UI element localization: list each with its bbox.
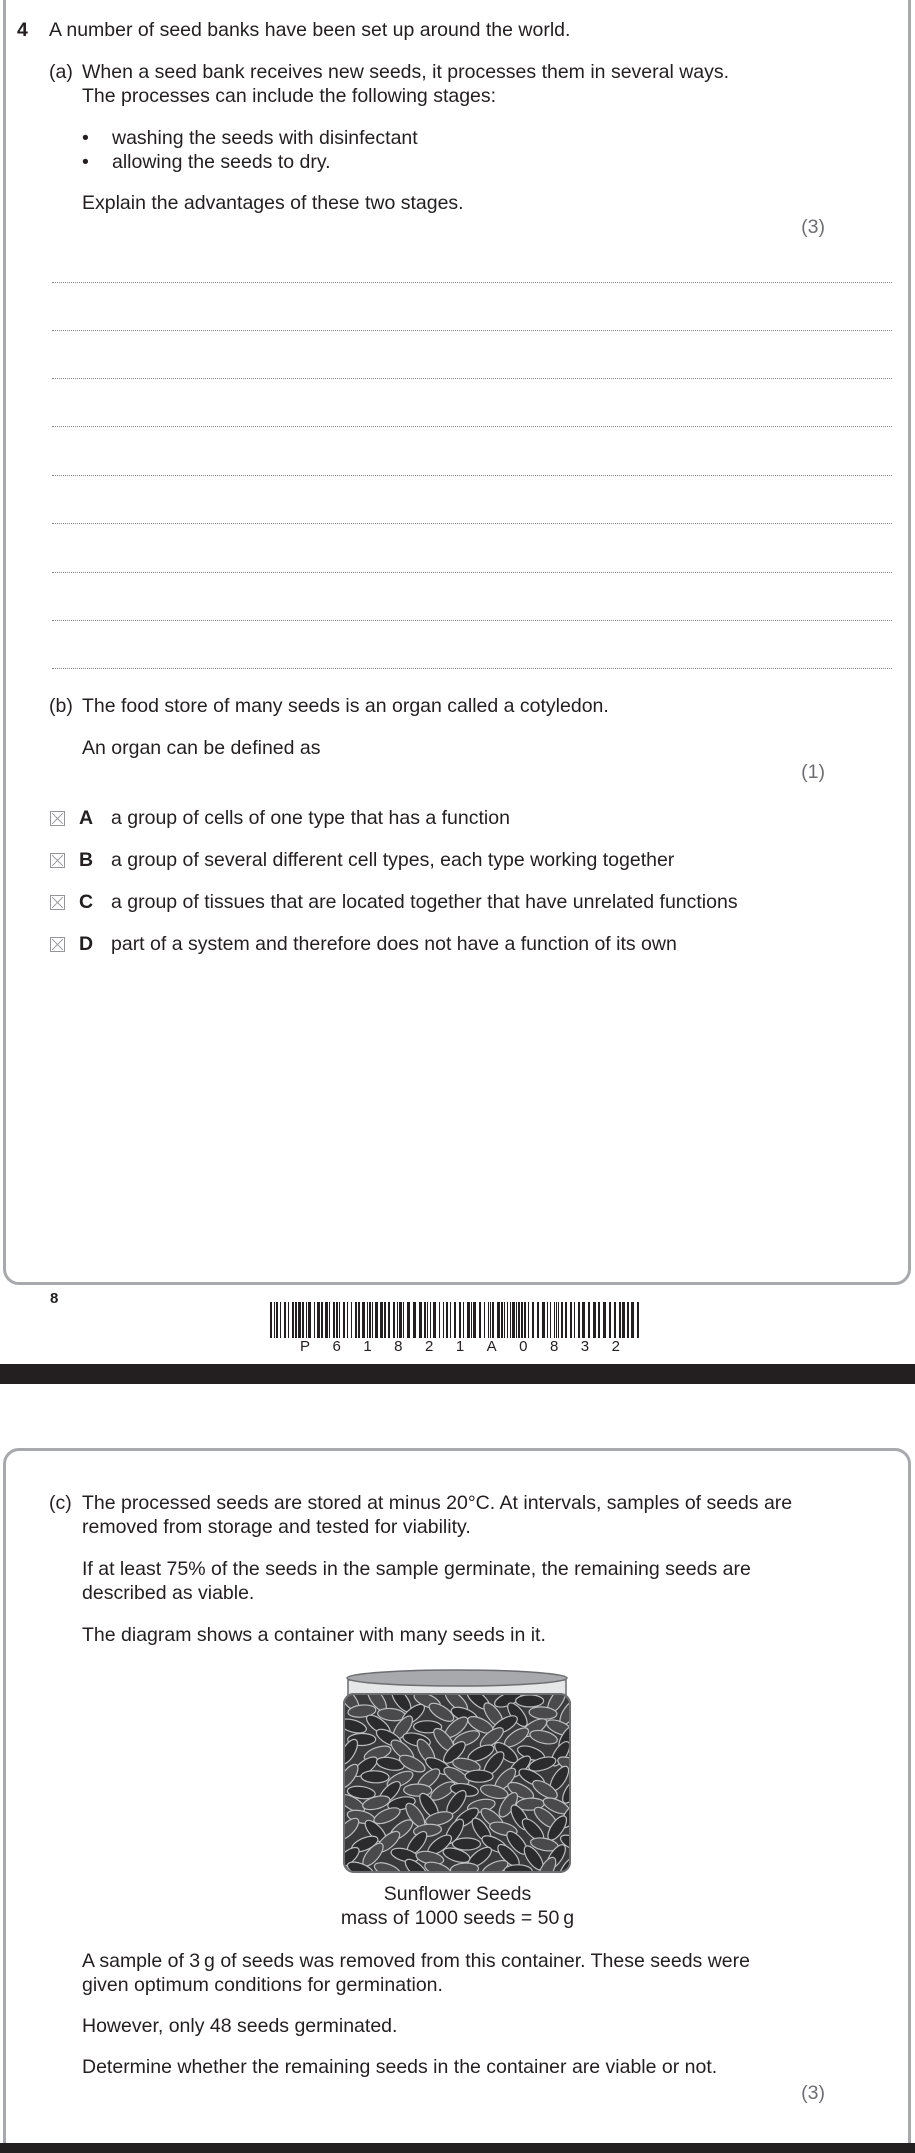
barcode-bar <box>288 1302 289 1338</box>
option-letter: C <box>79 891 94 913</box>
barcode-bar <box>507 1302 508 1338</box>
barcode-bar <box>375 1302 378 1338</box>
barcode-bar <box>274 1302 275 1338</box>
barcode-char: 1 <box>363 1338 372 1355</box>
barcode-bar <box>295 1302 297 1338</box>
barcode-bar <box>501 1302 503 1338</box>
barcode-bar <box>439 1302 440 1338</box>
bullet-item: • allowing the seeds to dry. <box>82 150 418 174</box>
barcode-bar <box>380 1302 383 1338</box>
option-text: a group of several different cell types, each type working together <box>111 849 675 871</box>
part-c-text-line1: The processed seeds are stored at minus 20°C. At intervals, samples of seeds are <box>82 1492 793 1514</box>
part-c-determine: Determine whether the remaining seeds in the container are viable or not. <box>82 2056 718 2078</box>
seed <box>465 1770 493 1782</box>
barcode-bar <box>554 1302 555 1338</box>
barcode-bar <box>367 1302 368 1338</box>
option-a[interactable] <box>50 806 510 830</box>
barcode-bar <box>336 1302 338 1338</box>
barcode-bar <box>298 1302 301 1338</box>
part-b-marks: (1) <box>801 761 825 783</box>
barcode-bar <box>556 1302 557 1338</box>
barcode-bar <box>450 1302 451 1338</box>
option-checkbox[interactable] <box>50 853 65 868</box>
barcode-char: 0 <box>519 1338 528 1355</box>
barcode-text <box>300 1338 620 1357</box>
barcode-bar <box>393 1302 395 1338</box>
part-b-label: (b) <box>49 695 73 717</box>
barcode-char: 1 <box>455 1338 465 1355</box>
part-a-text-line2: The processes can include the following stages: <box>82 85 497 107</box>
barcode-bar <box>631 1302 634 1338</box>
page-divider-band <box>0 1364 915 1384</box>
answer-line[interactable] <box>52 523 892 524</box>
seed <box>404 1784 432 1796</box>
answer-line[interactable] <box>52 282 892 283</box>
seed <box>516 1695 544 1707</box>
barcode-bar <box>454 1302 456 1338</box>
answer-line[interactable] <box>52 572 892 573</box>
barcode-bar <box>497 1302 500 1338</box>
question-intro: A number of seed banks have been set up around the world. <box>49 19 571 41</box>
barcode-char: 8 <box>394 1338 403 1355</box>
part-c-germinated: However, only 48 seeds germinated. <box>82 2015 398 2037</box>
part-c-viable-line1: If at least 75% of the seeds in the sample germinate, the remaining seeds are <box>82 1558 751 1580</box>
barcode-bar <box>314 1302 315 1338</box>
barcode-bar <box>430 1302 431 1338</box>
barcode-bar <box>471 1302 472 1338</box>
barcode-bar <box>516 1302 517 1338</box>
barcode-bar <box>329 1302 330 1338</box>
barcode-char: 8 <box>549 1338 559 1355</box>
barcode-bar <box>622 1302 625 1338</box>
barcode-bar <box>570 1302 572 1338</box>
part-a-instruction: Explain the advantages of these two stages. <box>82 192 464 214</box>
barcode-char: 6 <box>332 1338 341 1355</box>
barcode-bar <box>347 1302 348 1338</box>
jar-label: Sunflower Seeds <box>383 1883 532 1905</box>
answer-line[interactable] <box>52 668 892 669</box>
barcode-bar <box>388 1302 390 1338</box>
seed-jar-diagram <box>340 1664 575 1882</box>
barcode-bar <box>419 1302 422 1338</box>
barcode-bar <box>488 1302 489 1338</box>
barcode-bar <box>424 1302 426 1338</box>
barcode-bar <box>582 1302 585 1338</box>
barcode-bar <box>276 1302 278 1338</box>
barcode-bar <box>399 1302 402 1338</box>
seed <box>504 1865 532 1877</box>
barcode-bar <box>504 1302 505 1338</box>
barcode-bar <box>532 1302 534 1338</box>
barcode-bar <box>578 1302 580 1338</box>
barcode-bar <box>561 1302 563 1338</box>
part-a-bullet-list <box>82 126 418 175</box>
option-text: a group of tissues that are located together that have unrelated functions <box>111 891 738 913</box>
barcode-bar <box>565 1302 567 1338</box>
answer-line[interactable] <box>52 378 892 379</box>
barcode-bar <box>333 1302 335 1338</box>
barcode-bar <box>339 1302 340 1338</box>
part-c-text-line2: removed from storage and tested for viability. <box>82 1516 471 1538</box>
barcode-bar <box>384 1302 386 1338</box>
barcode-bar <box>510 1302 511 1338</box>
option-checkbox[interactable] <box>50 937 65 952</box>
part-b-text: The food store of many seeds is an organ called a cotyledon. <box>82 695 609 717</box>
jar-caption: mass of 1000 seeds = 50 g <box>340 1907 575 1929</box>
barcode-bar <box>558 1302 559 1338</box>
barcode-bar <box>588 1302 590 1338</box>
part-c-label: (c) <box>49 1492 72 1514</box>
barcode-bar <box>355 1302 357 1338</box>
option-checkbox[interactable] <box>50 895 65 910</box>
barcode-char: 2 <box>424 1338 434 1355</box>
barcode-bar <box>518 1302 520 1338</box>
barcode-bar <box>467 1302 470 1338</box>
part-a-label: (a) <box>49 61 73 83</box>
barcode-bar <box>321 1302 323 1338</box>
barcode-bar <box>512 1302 515 1338</box>
barcode-bar <box>433 1302 436 1338</box>
seed <box>361 1770 389 1783</box>
part-c-sample-line2: given optimum conditions for germination. <box>82 1974 443 1996</box>
answer-line[interactable] <box>52 330 892 331</box>
bullet-item: • washing the seeds with disinfectant <box>82 126 418 150</box>
option-text: part of a system and therefore does not have a function of its own <box>111 933 677 955</box>
page-number: 8 <box>50 1290 59 1307</box>
barcode-bar <box>547 1302 548 1338</box>
barcode-bar <box>343 1302 345 1338</box>
barcode-bar <box>362 1302 365 1338</box>
part-b-stem: An organ can be defined as <box>82 737 321 759</box>
option-letter: D <box>79 933 94 955</box>
barcode-bar <box>413 1302 416 1338</box>
barcode-char: P <box>300 1338 311 1355</box>
barcode-bar <box>603 1302 606 1338</box>
barcode-bar <box>446 1302 448 1338</box>
barcode-char: 2 <box>611 1338 620 1355</box>
barcode-bar <box>484 1302 485 1338</box>
question-number: 4 <box>17 19 28 41</box>
barcode-bar <box>574 1302 575 1338</box>
barcode-bar <box>443 1302 444 1338</box>
barcode-bar <box>490 1302 491 1338</box>
barcode-bar <box>492 1302 494 1338</box>
barcode-bar <box>609 1302 611 1338</box>
barcode-bar <box>369 1302 371 1338</box>
barcode-bar <box>292 1302 294 1338</box>
option-text: a group of cells of one type that has a function <box>111 807 510 829</box>
seed <box>453 1838 481 1850</box>
barcode-bar <box>284 1302 286 1338</box>
barcode-bar <box>593 1302 596 1338</box>
barcode-bar <box>306 1302 307 1338</box>
barcode-bar <box>528 1302 529 1338</box>
barcode-bar <box>302 1302 304 1338</box>
barcode-bar <box>637 1302 639 1338</box>
barcode-bar <box>614 1302 616 1338</box>
option-d[interactable] <box>50 932 677 956</box>
part-c-sample-line1: A sample of 3 g of seeds was removed from this container. These seeds were <box>82 1950 750 1972</box>
option-c[interactable] <box>50 890 738 914</box>
barcode-bar <box>473 1302 476 1338</box>
barcode-bar <box>521 1302 523 1338</box>
barcode-bar <box>407 1302 410 1338</box>
barcode-bar <box>463 1302 464 1338</box>
part-c-marks: (3) <box>801 2082 825 2104</box>
page-bottom-band <box>0 2143 915 2153</box>
barcode-bar <box>537 1302 539 1338</box>
barcode-bar <box>627 1302 629 1338</box>
barcode-bar <box>351 1302 352 1338</box>
barcode-bar <box>524 1302 526 1338</box>
barcode-bar <box>403 1302 404 1338</box>
barcode-char: 3 <box>580 1338 590 1355</box>
barcode-bar <box>397 1302 398 1338</box>
barcode-bar <box>550 1302 551 1338</box>
barcode-char: A <box>486 1338 497 1355</box>
barcode <box>270 1302 642 1340</box>
barcode-bar <box>542 1302 545 1338</box>
barcode-bar <box>479 1302 481 1338</box>
answer-line[interactable] <box>52 620 892 621</box>
barcode-bar <box>270 1302 272 1338</box>
barcode-bar <box>325 1302 328 1338</box>
part-a-text-line1: When a seed bank receives new seeds, it processes them in several ways. <box>82 61 730 83</box>
option-b[interactable] <box>50 848 674 872</box>
barcode-bar <box>358 1302 360 1338</box>
option-checkbox[interactable] <box>50 811 65 826</box>
part-c-viable-line2: described as viable. <box>82 1582 255 1604</box>
barcode-bar <box>308 1302 311 1338</box>
barcode-bar <box>427 1302 428 1338</box>
option-letter: A <box>79 807 94 829</box>
barcode-bar <box>317 1302 320 1338</box>
answer-line[interactable] <box>52 475 892 476</box>
barcode-bar <box>280 1302 281 1338</box>
barcode-bar <box>619 1302 621 1338</box>
part-a-marks: (3) <box>801 216 825 238</box>
barcode-bar <box>459 1302 461 1338</box>
barcode-bar <box>598 1302 600 1338</box>
option-letter: B <box>79 849 94 871</box>
answer-line[interactable] <box>52 426 892 427</box>
barcode-bar <box>372 1302 373 1338</box>
part-c-diagram-intro: The diagram shows a container with many seeds in it. <box>82 1624 546 1646</box>
